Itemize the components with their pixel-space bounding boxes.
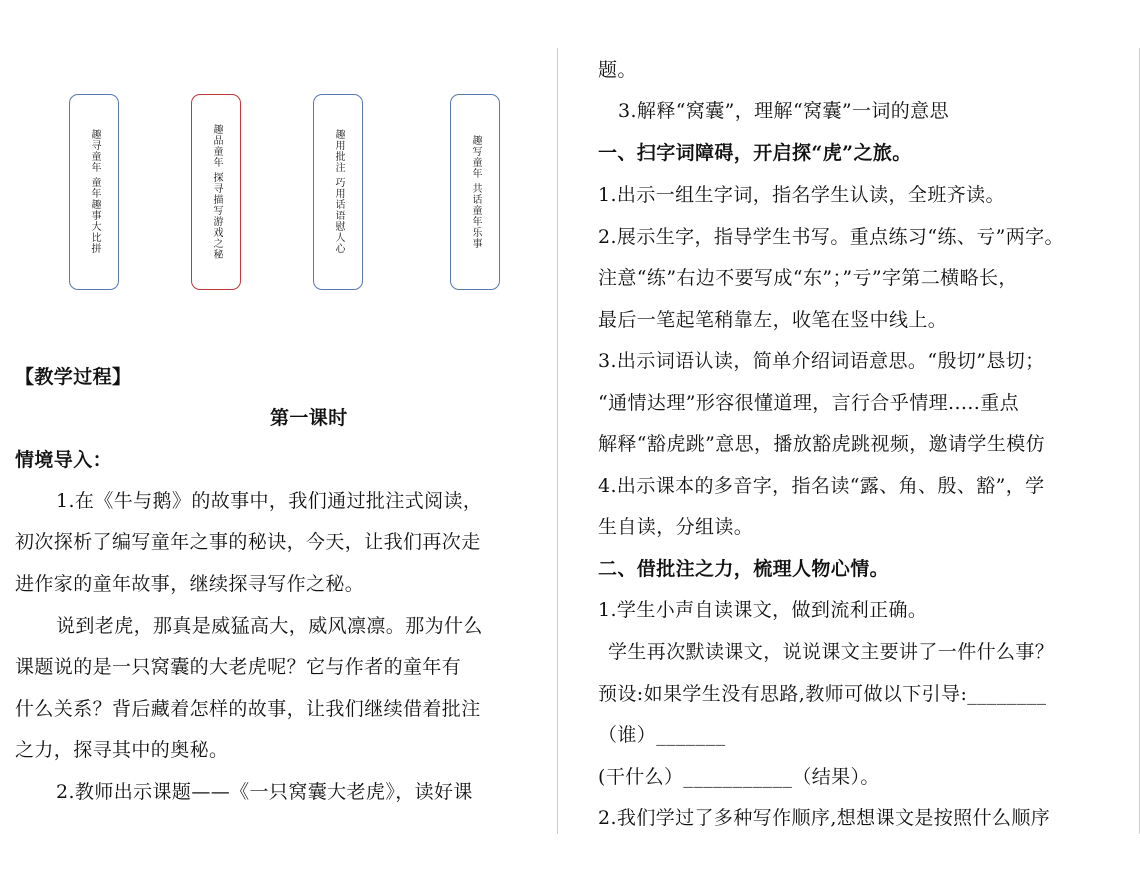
step-3-line: 3.出示词语认读，简单介绍词语意思。“殷切”恳切；: [598, 350, 1045, 372]
flow-box-4-label: 趣写童年 共话童年乐事: [470, 134, 481, 250]
flow-box-4: [450, 94, 500, 290]
step-2-line: 2.展示生字，指导学生书写。重点练习“练、亏”两字。: [598, 226, 1064, 248]
heading-2: 二、借批注之力，梳理人物心情。: [598, 558, 890, 580]
task-line: 学生再次默读课文，说说课文主要讲了一件什么事？: [608, 641, 1055, 663]
task-line: 2.我们学过了多种写作顺序,想想课文是按照什么顺序: [598, 807, 1051, 829]
flow-box-2-label: 趣品童年 探寻描写游戏之秘: [211, 123, 222, 261]
intro-heading: 情境导入：: [15, 449, 113, 471]
paragraph-line: 初次探析了编写童年之事的秘诀，今天，让我们再次走: [15, 531, 481, 553]
task-line: (干什么）___________（结果）。: [598, 766, 880, 788]
task-line: 1.学生小声自读课文，做到流利正确。: [598, 599, 928, 621]
column-divider: [557, 48, 558, 834]
step-4-line: 生自读，分组读。: [598, 516, 754, 538]
item-3: 3.解释“窝囊”，理解“窝囊”一词的意思: [618, 100, 949, 122]
paragraph-line: 1.在《牛与鹅》的故事中，我们通过批注式阅读，: [56, 490, 483, 512]
step-2-line: 最后一笔起笔稍靠左，收笔在竖中线上。: [598, 309, 948, 331]
paragraph-line: 说到老虎，那真是威猛高大，威风凛凛。那为什么: [56, 615, 483, 637]
paragraph-line: 进作家的童年故事，继续探寻写作之秘。: [15, 573, 365, 595]
lesson-title: 第一课时: [270, 407, 348, 429]
paragraph-line: 课题说的是一只窝囊的大老虎呢？它与作者的童年有: [15, 656, 462, 678]
task-line: （谁）_______: [598, 724, 726, 746]
heading-1: 一、扫字词障碍，开启探“虎”之旅。: [598, 142, 912, 164]
step-1: 1.出示一组生字词，指名学生认读，全班齐读。: [598, 184, 1005, 206]
flow-box-1-label: 趣寻童年 童年趣事大比拼: [89, 129, 100, 255]
flow-box-3: [313, 94, 363, 290]
flow-box-3-label: 趣用批注 巧用话语慰人心: [333, 129, 344, 255]
step-3-line: “通情达理”形容很懂道理，言行合乎情理.....重点: [598, 392, 1020, 414]
step-4-line: 4.出示课本的多音字，指名读“露、角、殷、豁”，学: [598, 475, 1045, 497]
continued-text: 题。: [598, 59, 637, 81]
step-3-line: 解释“豁虎跳”意思，播放豁虎跳视频，邀请学生模仿: [598, 433, 1046, 455]
step-2-line: 注意“练”右边不要写成“东”；”亏”字第二横略长，: [598, 267, 1018, 289]
paragraph-line: 2.教师出示课题——《一只窝囊大老虎》，读好课: [56, 781, 473, 803]
paragraph-line: 什么关系？背后藏着怎样的故事，让我们继续借着批注: [15, 698, 481, 720]
section-heading: 【教学过程】: [15, 366, 132, 388]
paragraph-line: 之力，探寻其中的奥秘。: [15, 739, 229, 761]
task-line: 预设:如果学生没有思路,教师可做以下引导:________: [598, 683, 1047, 705]
flow-box-2: [191, 94, 241, 290]
flow-box-1: [69, 94, 119, 290]
